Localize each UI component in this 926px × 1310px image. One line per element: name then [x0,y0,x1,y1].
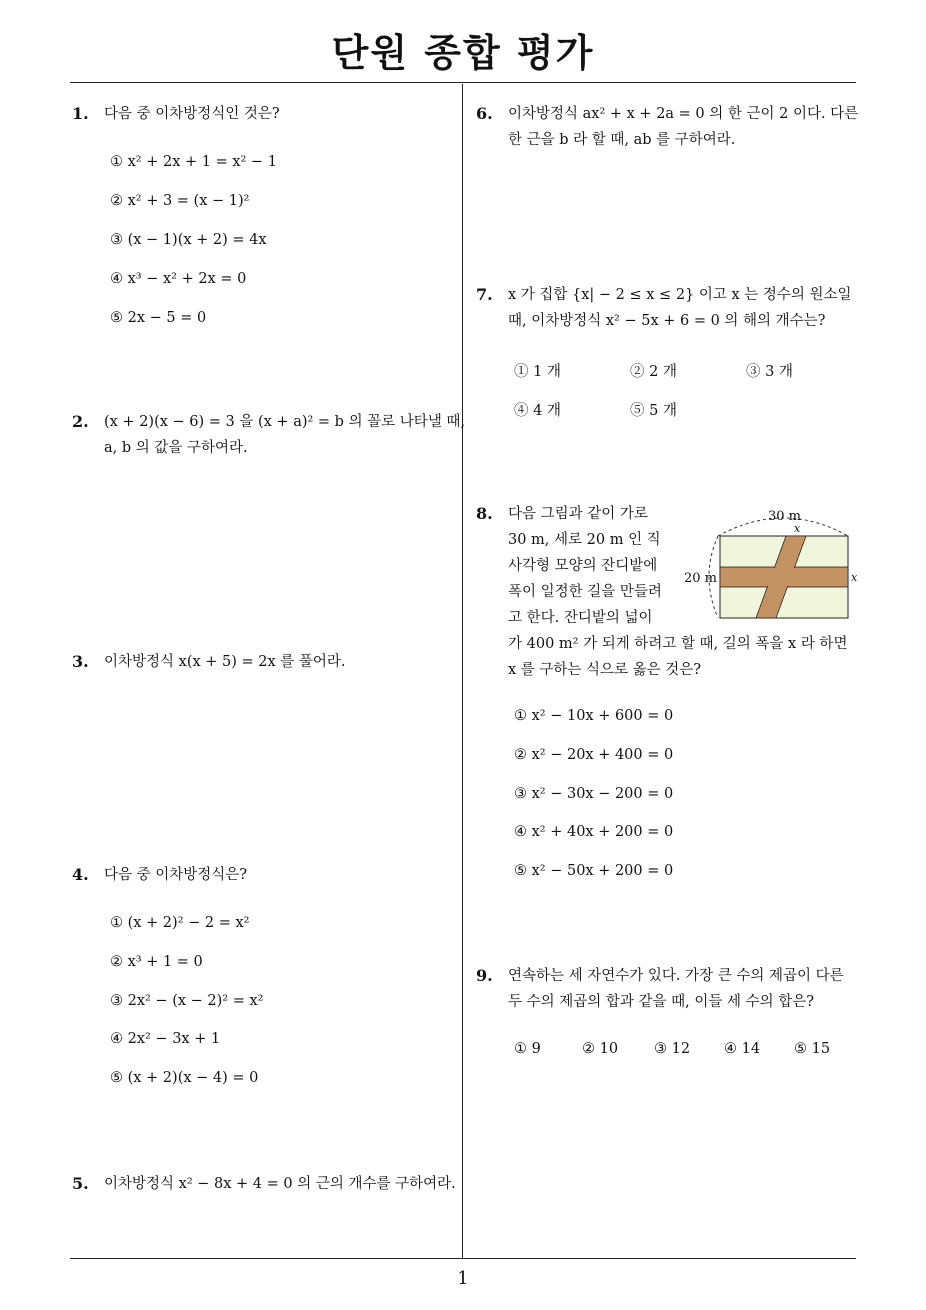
q1-choice-3[interactable]: ③ (x − 1)(x + 2) = 4x [110,232,267,248]
lawn-figure [684,506,863,624]
q7-number: 7. [476,285,493,304]
q5-text: 이차방정식 x² − 8x + 4 = 0 의 근의 개수를 구하여라. [104,1176,456,1192]
q7-choice-1[interactable]: ① 1 개 [514,364,561,380]
q4-choice-2[interactable]: ② x³ + 1 = 0 [110,954,203,970]
q8-number: 8. [476,504,493,523]
q7-choice-4[interactable]: ④ 4 개 [514,403,561,419]
q8-line5: 고 한다. 잔디밭의 넓이 [508,610,653,626]
q8-line7: x 를 구하는 식으로 옳은 것은? [508,662,702,678]
q8-line6: 가 400 m² 가 되게 하려고 할 때, 길의 폭을 x 라 하면 [508,636,848,652]
q9-line2: 두 수의 제곱의 합과 같을 때, 이들 세 수의 합은? [508,994,814,1010]
q7-choice-3[interactable]: ③ 3 개 [746,364,793,380]
q4-text: 다음 중 이차방정식은? [104,867,248,883]
bottom-rule [70,1258,856,1259]
q7-choice-2[interactable]: ② 2 개 [630,364,677,380]
q8-line2: 30 m, 세로 20 m 인 직 [508,532,661,548]
q2-number: 2. [72,412,89,431]
q9-line1: 연속하는 세 자연수가 있다. 가장 큰 수의 제곱이 다른 [508,968,844,984]
q8-choice-3[interactable]: ③ x² − 30x − 200 = 0 [514,786,674,802]
q7-line1: x 가 집합 {x| − 2 ≤ x ≤ 2} 이고 x 는 정수의 원소일 [508,287,852,303]
q7-line2: 때, 이차방정식 x² − 5x + 6 = 0 의 해의 개수는? [508,313,826,329]
q7-choice-5[interactable]: ⑤ 5 개 [630,403,677,419]
q9-choice-3[interactable]: ③ 12 [654,1041,691,1057]
page-number: 1 [457,1268,469,1289]
q1-choice-2[interactable]: ② x² + 3 = (x − 1)² [110,193,250,209]
page-title: 단원 종합 평가 [331,31,595,75]
q2-line2: a, b 의 값을 구하여라. [104,440,248,456]
q8-choice-1[interactable]: ① x² − 10x + 600 = 0 [514,708,674,724]
q8-line1: 다음 그림과 같이 가로 [508,506,648,522]
q4-choice-1[interactable]: ① (x + 2)² − 2 = x² [110,915,250,931]
q4-choice-4[interactable]: ④ 2x² − 3x + 1 [110,1031,221,1047]
q9-choice-4[interactable]: ④ 14 [724,1041,761,1057]
q8-line4: 폭이 일정한 길을 만들려 [508,584,662,600]
q1-choice-4[interactable]: ④ x³ − x² + 2x = 0 [110,271,247,287]
q9-choice-5[interactable]: ⑤ 15 [794,1041,831,1057]
q9-number: 9. [476,966,493,985]
q1-number: 1. [72,104,89,123]
q4-number: 4. [72,865,89,884]
q3-text: 이차방정식 x(x + 5) = 2x 를 풀어라. [104,654,346,670]
q9-choice-2[interactable]: ② 10 [582,1041,619,1057]
q8-choice-5[interactable]: ⑤ x² − 50x + 200 = 0 [514,863,674,879]
q4-choice-3[interactable]: ③ 2x² − (x − 2)² = x² [110,993,264,1009]
q9-choice-1[interactable]: ① 9 [514,1041,541,1057]
q3-number: 3. [72,652,89,671]
q4-choice-5[interactable]: ⑤ (x + 2)(x − 4) = 0 [110,1070,259,1086]
q6-number: 6. [476,104,493,123]
q1-choice-5[interactable]: ⑤ 2x − 5 = 0 [110,310,207,326]
q6-line2: 한 근을 b 라 할 때, ab 를 구하여라. [508,132,736,148]
top-rule [70,82,856,83]
q6-line1: 이차방정식 ax² + x + 2a = 0 의 한 근이 2 이다. 다른 [508,106,859,122]
q8-choice-2[interactable]: ② x² − 20x + 400 = 0 [514,747,674,763]
column-divider [462,84,463,1258]
fig-width-label: 30 m [768,509,802,524]
fig-x-right-label: x [851,571,858,584]
q2-line1: (x + 2)(x − 6) = 3 을 (x + a)² = b 의 꼴로 나타낼 때, [104,414,466,430]
q1-choice-1[interactable]: ① x² + 2x + 1 = x² − 1 [110,154,277,170]
fig-height-label: 20 m [684,571,718,586]
q1-text: 다음 중 이차방정식인 것은? [104,106,280,122]
q8-choice-4[interactable]: ④ x² + 40x + 200 = 0 [514,824,674,840]
q8-line3: 사각형 모양의 잔디밭에 [508,558,658,574]
q5-number: 5. [72,1174,89,1193]
fig-x-top-label: x [794,522,801,535]
